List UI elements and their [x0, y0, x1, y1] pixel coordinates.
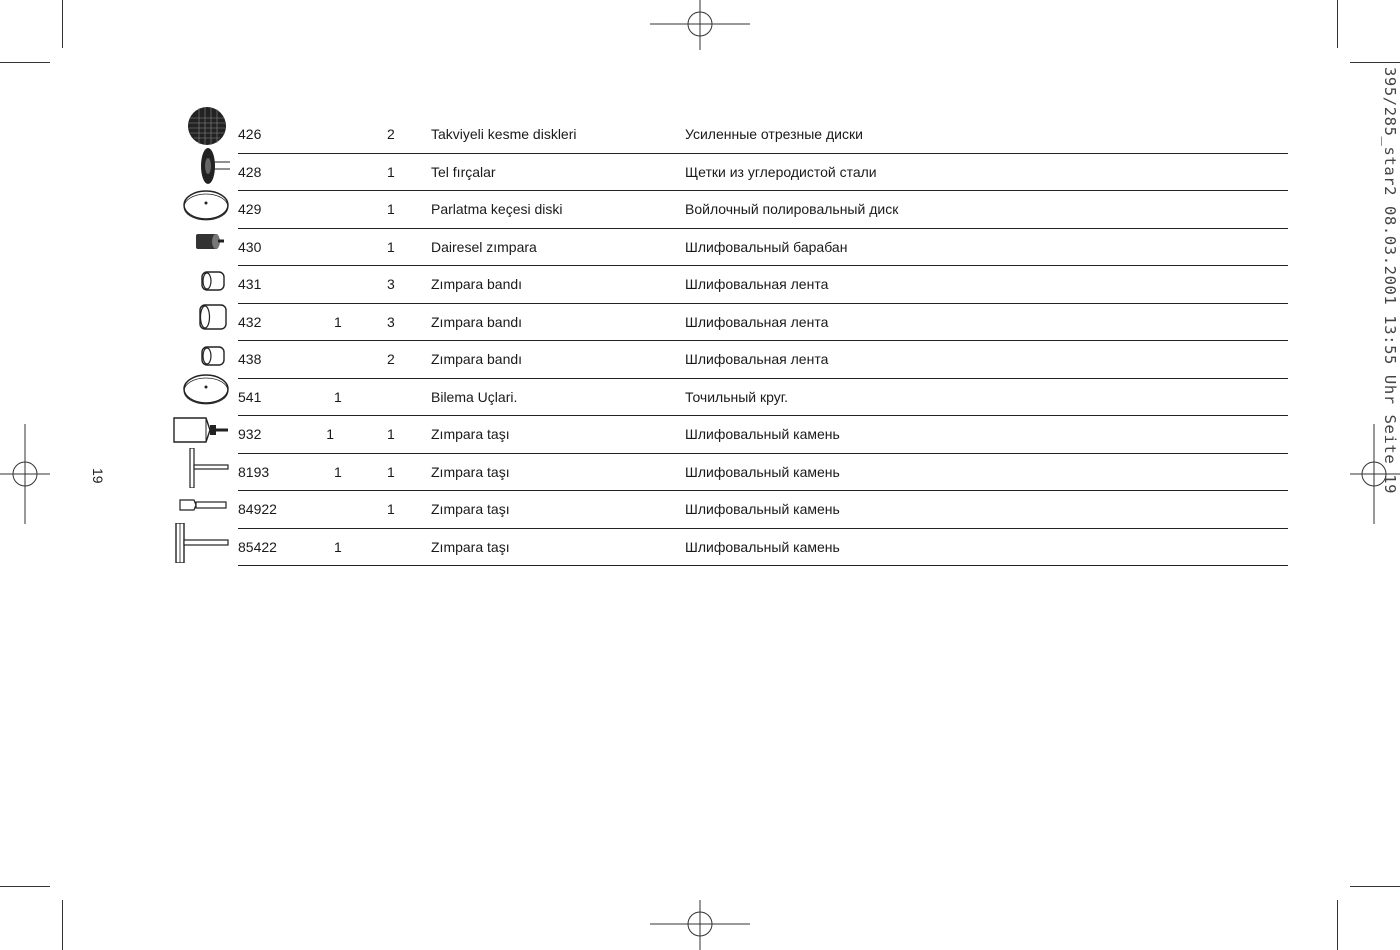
parts-list-body [238, 116, 1288, 566]
registration-mark-top [650, 0, 750, 50]
table-row [238, 303, 1288, 341]
quantity-col-2 [334, 116, 387, 153]
crop-mark [1350, 886, 1400, 887]
quantity-col-2: 1 [334, 378, 387, 416]
quantity-col-1 [278, 378, 334, 416]
table-row [238, 191, 1288, 229]
turkish-description: Zımpara bandı [431, 266, 685, 304]
turkish-description: Takviyeli kesme diskleri [431, 116, 685, 153]
registration-mark-bottom [650, 900, 750, 950]
grinding-stone-cylinder-icon [170, 410, 232, 450]
table-row [238, 378, 1288, 416]
quantity-col-3: 1 [387, 191, 431, 229]
quantity-col-2 [334, 416, 387, 454]
quantity-col-3: 3 [387, 303, 431, 341]
part-number: 428 [238, 153, 278, 191]
russian-description: Усиленные отрезные диски [685, 116, 1288, 153]
quantity-col-3: 1 [387, 491, 431, 529]
quantity-col-2: 1 [334, 453, 387, 491]
part-number: 432 [238, 303, 278, 341]
part-number: 84922 [238, 491, 278, 529]
russian-description: Щетки из углеродистой стали [685, 153, 1288, 191]
grinding-stone-mandrel-icon [170, 523, 232, 563]
quantity-col-1 [278, 303, 334, 341]
table-row [238, 528, 1288, 566]
quantity-col-3: 1 [387, 153, 431, 191]
russian-description: Шлифовальный камень [685, 416, 1288, 454]
turkish-description: Dairesel zımpara [431, 228, 685, 266]
part-number: 430 [238, 228, 278, 266]
part-number: 8193 [238, 453, 278, 491]
quantity-col-1 [278, 491, 334, 529]
quantity-col-1 [278, 191, 334, 229]
crop-mark [1350, 62, 1400, 63]
part-number: 431 [238, 266, 278, 304]
turkish-description: Tel fırçalar [431, 153, 685, 191]
russian-description: Шлифовальный камень [685, 528, 1288, 566]
part-number: 932 [238, 416, 278, 454]
russian-description: Шлифовальный барабан [685, 228, 1288, 266]
registration-mark-left [0, 424, 50, 524]
table-row [238, 341, 1288, 379]
quantity-col-2 [334, 341, 387, 379]
quantity-col-2 [334, 228, 387, 266]
quantity-col-2 [334, 153, 387, 191]
page-number: 19 [90, 468, 106, 484]
quantity-col-2: 1 [334, 303, 387, 341]
print-slug: 395/285_star2 08.03.2001 13:55 Uhr Seite 19 [1381, 67, 1399, 495]
part-number: 426 [238, 116, 278, 153]
russian-description: Войлочный полировальный диск [685, 191, 1288, 229]
quantity-col-1 [278, 266, 334, 304]
russian-description: Шлифовальный камень [685, 453, 1288, 491]
quantity-col-1 [278, 116, 334, 153]
part-number: 429 [238, 191, 278, 229]
grinding-stone-t-icon [170, 448, 232, 488]
quantity-col-1 [278, 153, 334, 191]
turkish-description: Zımpara bandı [431, 303, 685, 341]
quantity-col-2 [334, 266, 387, 304]
grinding-stone-small-icon [170, 485, 232, 525]
quantity-col-3: 1 [387, 453, 431, 491]
sanding-band-large-icon [170, 297, 232, 337]
russian-description: Шлифовальная лента [685, 341, 1288, 379]
table-row [238, 228, 1288, 266]
quantity-col-3: 1 [387, 228, 431, 266]
turkish-description: Zımpara taşı [431, 528, 685, 566]
quantity-col-3: 2 [387, 116, 431, 153]
turkish-description: Zımpara taşı [431, 416, 685, 454]
quantity-col-2 [334, 191, 387, 229]
grinding-wheel-icon [170, 371, 232, 411]
quantity-col-3: 2 [387, 341, 431, 379]
turkish-description: Zımpara taşı [431, 491, 685, 529]
sanding-band-icon [170, 261, 232, 301]
part-number: 438 [238, 341, 278, 379]
crop-mark [0, 62, 50, 63]
turkish-description: Zımpara bandı [431, 341, 685, 379]
russian-description: Шлифовальная лента [685, 266, 1288, 304]
wire-brush-icon [170, 146, 232, 186]
russian-description: Точильный круг. [685, 378, 1288, 416]
quantity-col-1 [278, 528, 334, 566]
turkish-description: Parlatma keçesi diski [431, 191, 685, 229]
table-row [238, 416, 1288, 454]
table-row [238, 153, 1288, 191]
part-number: 541 [238, 378, 278, 416]
quantity-col-3 [387, 528, 431, 566]
sanding-drum-icon [170, 222, 232, 262]
crop-mark [1337, 0, 1338, 48]
crop-mark [62, 0, 63, 48]
parts-list-table [238, 116, 1288, 566]
quantity-col-3: 1 [387, 416, 431, 454]
reinforced-cutting-disc-icon [170, 106, 232, 146]
quantity-col-1: 1 [278, 416, 334, 454]
table-row [238, 491, 1288, 529]
table-row [238, 266, 1288, 304]
quantity-col-3: 3 [387, 266, 431, 304]
crop-mark [62, 900, 63, 950]
quantity-col-1 [278, 453, 334, 491]
russian-description: Шлифовальный камень [685, 491, 1288, 529]
turkish-description: Zımpara taşı [431, 453, 685, 491]
quantity-col-2: 1 [334, 528, 387, 566]
table-row [238, 116, 1288, 153]
crop-mark [1337, 900, 1338, 950]
quantity-col-1 [278, 341, 334, 379]
crop-mark [0, 886, 50, 887]
felt-polishing-disc-icon [170, 184, 232, 224]
part-number: 85422 [238, 528, 278, 566]
sanding-band-icon [170, 336, 232, 376]
quantity-col-3 [387, 378, 431, 416]
russian-description: Шлифовальная лента [685, 303, 1288, 341]
quantity-col-2 [334, 491, 387, 529]
quantity-col-1 [278, 228, 334, 266]
turkish-description: Bilema Uçlari. [431, 378, 685, 416]
table-row [238, 453, 1288, 491]
